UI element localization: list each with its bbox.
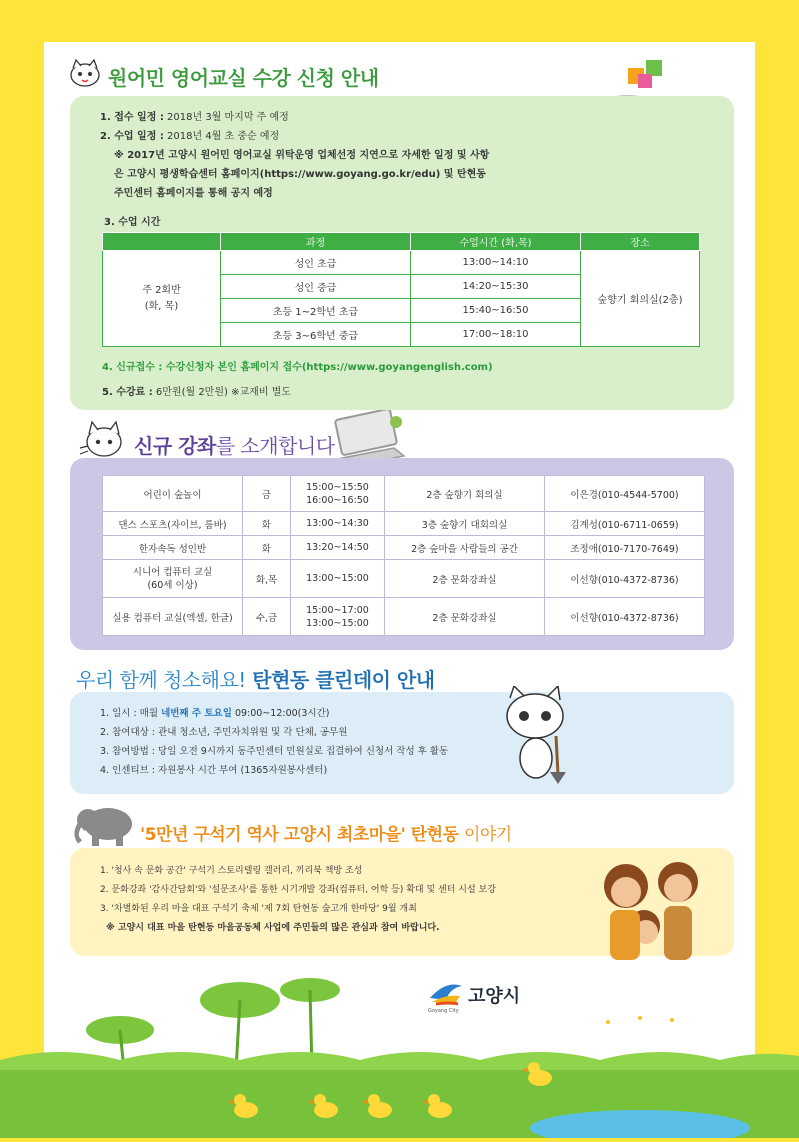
time-cell: 17:00~18:10 [411, 323, 581, 347]
sec4-note: ※ 고양시 대표 마을 탄현동 마을공동체 사업에 주민들의 많은 관심과 참여 바랍니다. [106, 923, 440, 933]
meadow-decoration-icon [0, 960, 799, 1138]
day-cell: 화 [243, 512, 291, 536]
time-cell: 15:00~17:00 13:00~15:00 [291, 598, 385, 636]
time-cell: 14:20~15:30 [411, 275, 581, 299]
place-cell: 2층 숲마을 사람들의 공간 [385, 536, 545, 560]
sec3-item-2: 2. 참여대상 : 관내 청소년, 주민자치위원 및 각 단체, 공무원 [100, 727, 348, 738]
sec1-item-1: 1. 접수 일정 : 2018년 3월 마지막 주 예정 [100, 112, 289, 123]
cat-face-icon [68, 58, 102, 88]
course-name-cell: 한자속독 성인반 [103, 536, 243, 560]
cat-face-icon [76, 418, 126, 462]
course-name-cell: 시니어 컴퓨터 교실 (60세 이상) [103, 560, 243, 598]
sec4-item-1: 1. '청사 속 문화 공간' 구석기 스토리텔링 갤러리, 끼리북 책방 조성 [100, 866, 363, 876]
course-name-cell: 실용 컴퓨터 교실(엑셀, 한글) [103, 598, 243, 636]
day-cell: 수,금 [243, 598, 291, 636]
group-cell: 주 2회반 (화, 목) [103, 251, 221, 347]
contact-cell: 이선향(010-4372-8736) [545, 560, 705, 598]
table-header [103, 233, 221, 251]
course-cell: 초등 3~6학년 중급 [221, 323, 411, 347]
contact-cell: 조정애(010-7170-7649) [545, 536, 705, 560]
table-header: 수업시간 (화,목) [411, 233, 581, 251]
course-cell: 성인 초급 [221, 251, 411, 275]
day-cell: 금 [243, 476, 291, 512]
place-cell: 2층 숲향기 회의실 [385, 476, 545, 512]
place-cell: 2층 문화강좌실 [385, 598, 545, 636]
cat-shovel-icon [496, 686, 574, 786]
place-cell: 2층 문화강좌실 [385, 560, 545, 598]
sec1-item-4[interactable]: 4. 신규접수 : 수강신청자 본인 홈페이지 접수(https://www.goyangenglish.com) [102, 362, 493, 373]
sec1-note: ※ 2017년 고양시 원어민 영어교실 위탁운영 업체선정 지연으로 자세한 일정 및 사항은 고양시 평생학습센터 홈페이지(https://www.goyang.go.kr/edu) 및 탄현동 주민센터 홈페이지를 통해 공지 예정 [114, 150, 490, 199]
time-cell: 13:20~14:50 [291, 536, 385, 560]
place-cell: 숲향기 회의실(2층) [581, 251, 700, 347]
section1-title: 원어민 영어교실 수강 신청 안내 [108, 66, 379, 90]
sec3-item-1: 1. 일시 : 매월 네번째 주 토요일 09:00~12:00(3시간) [100, 708, 330, 719]
cavemen-family-icon [566, 852, 726, 964]
abc-blocks-icon [626, 56, 666, 90]
contact-cell: 이선향(010-4372-8736) [545, 598, 705, 636]
table-header: 과정 [221, 233, 411, 251]
sec3-item-3: 3. 참여방법 : 당일 오전 9시까지 동주민센터 민원실로 집결하여 신청서 작성 후 활동 [100, 746, 449, 757]
goyang-logo-text: 고양시 [468, 986, 521, 1007]
time-cell: 15:40~16:50 [411, 299, 581, 323]
table-header: 장소 [581, 233, 700, 251]
sec4-item-2: 2. 문화강좌 '감사간담회'와 '설문조사'를 통한 시기개발 강좌(컴퓨터, 어학 등) 확대 및 센터 시설 보강 [100, 885, 496, 895]
day-cell: 화,목 [243, 560, 291, 598]
course-cell: 초등 1~2학년 초급 [221, 299, 411, 323]
course-name-cell: 어린이 숲놀이 [103, 476, 243, 512]
time-cell: 13:00~14:30 [291, 512, 385, 536]
course-name-cell: 댄스 스포츠(자이브, 룸바) [103, 512, 243, 536]
section3-title: 우리 함께 청소해요! 탄현동 클린데이 안내 [76, 668, 435, 692]
sec4-item-3: 3. '차별화된 우리 마을 대표 구석기 축제 '제 7회 탄현동 숲고개 한마당' 9월 개최 [100, 904, 417, 914]
sec3-item-4: 4. 인센티브 : 자원봉사 시간 부여 (1365자원봉사센터) [100, 765, 328, 776]
place-cell: 3층 숲향기 대회의실 [385, 512, 545, 536]
time-cell: 15:00~15:50 16:00~16:50 [291, 476, 385, 512]
goyang-logo-subtext: Goyang City [428, 1008, 459, 1014]
sec1-item-5: 5. 수강료 : 6만원(월 2만원) ※교재비 별도 [102, 387, 291, 398]
contact-cell: 김계성(010-6711-0659) [545, 512, 705, 536]
time-cell: 13:00~15:00 [291, 560, 385, 598]
contact-cell: 이은경(010-4544-5700) [545, 476, 705, 512]
english-class-schedule-table [102, 232, 700, 347]
course-cell: 성인 중급 [221, 275, 411, 299]
mammoth-icon [72, 800, 136, 850]
section2-title: 신규 강좌를 소개합니다 [134, 434, 335, 458]
sec1-schedule-label: 3. 수업 시간 [104, 217, 161, 228]
new-courses-table [102, 475, 705, 636]
section4-title: '5만년 구석기 역사 고양시 최초마을' 탄현동 이야기 [140, 825, 512, 845]
time-cell: 13:00~14:10 [411, 251, 581, 275]
day-cell: 화 [243, 536, 291, 560]
sec1-item-2: 2. 수업 일정 : 2018년 4월 초 중순 예정 [100, 131, 280, 142]
